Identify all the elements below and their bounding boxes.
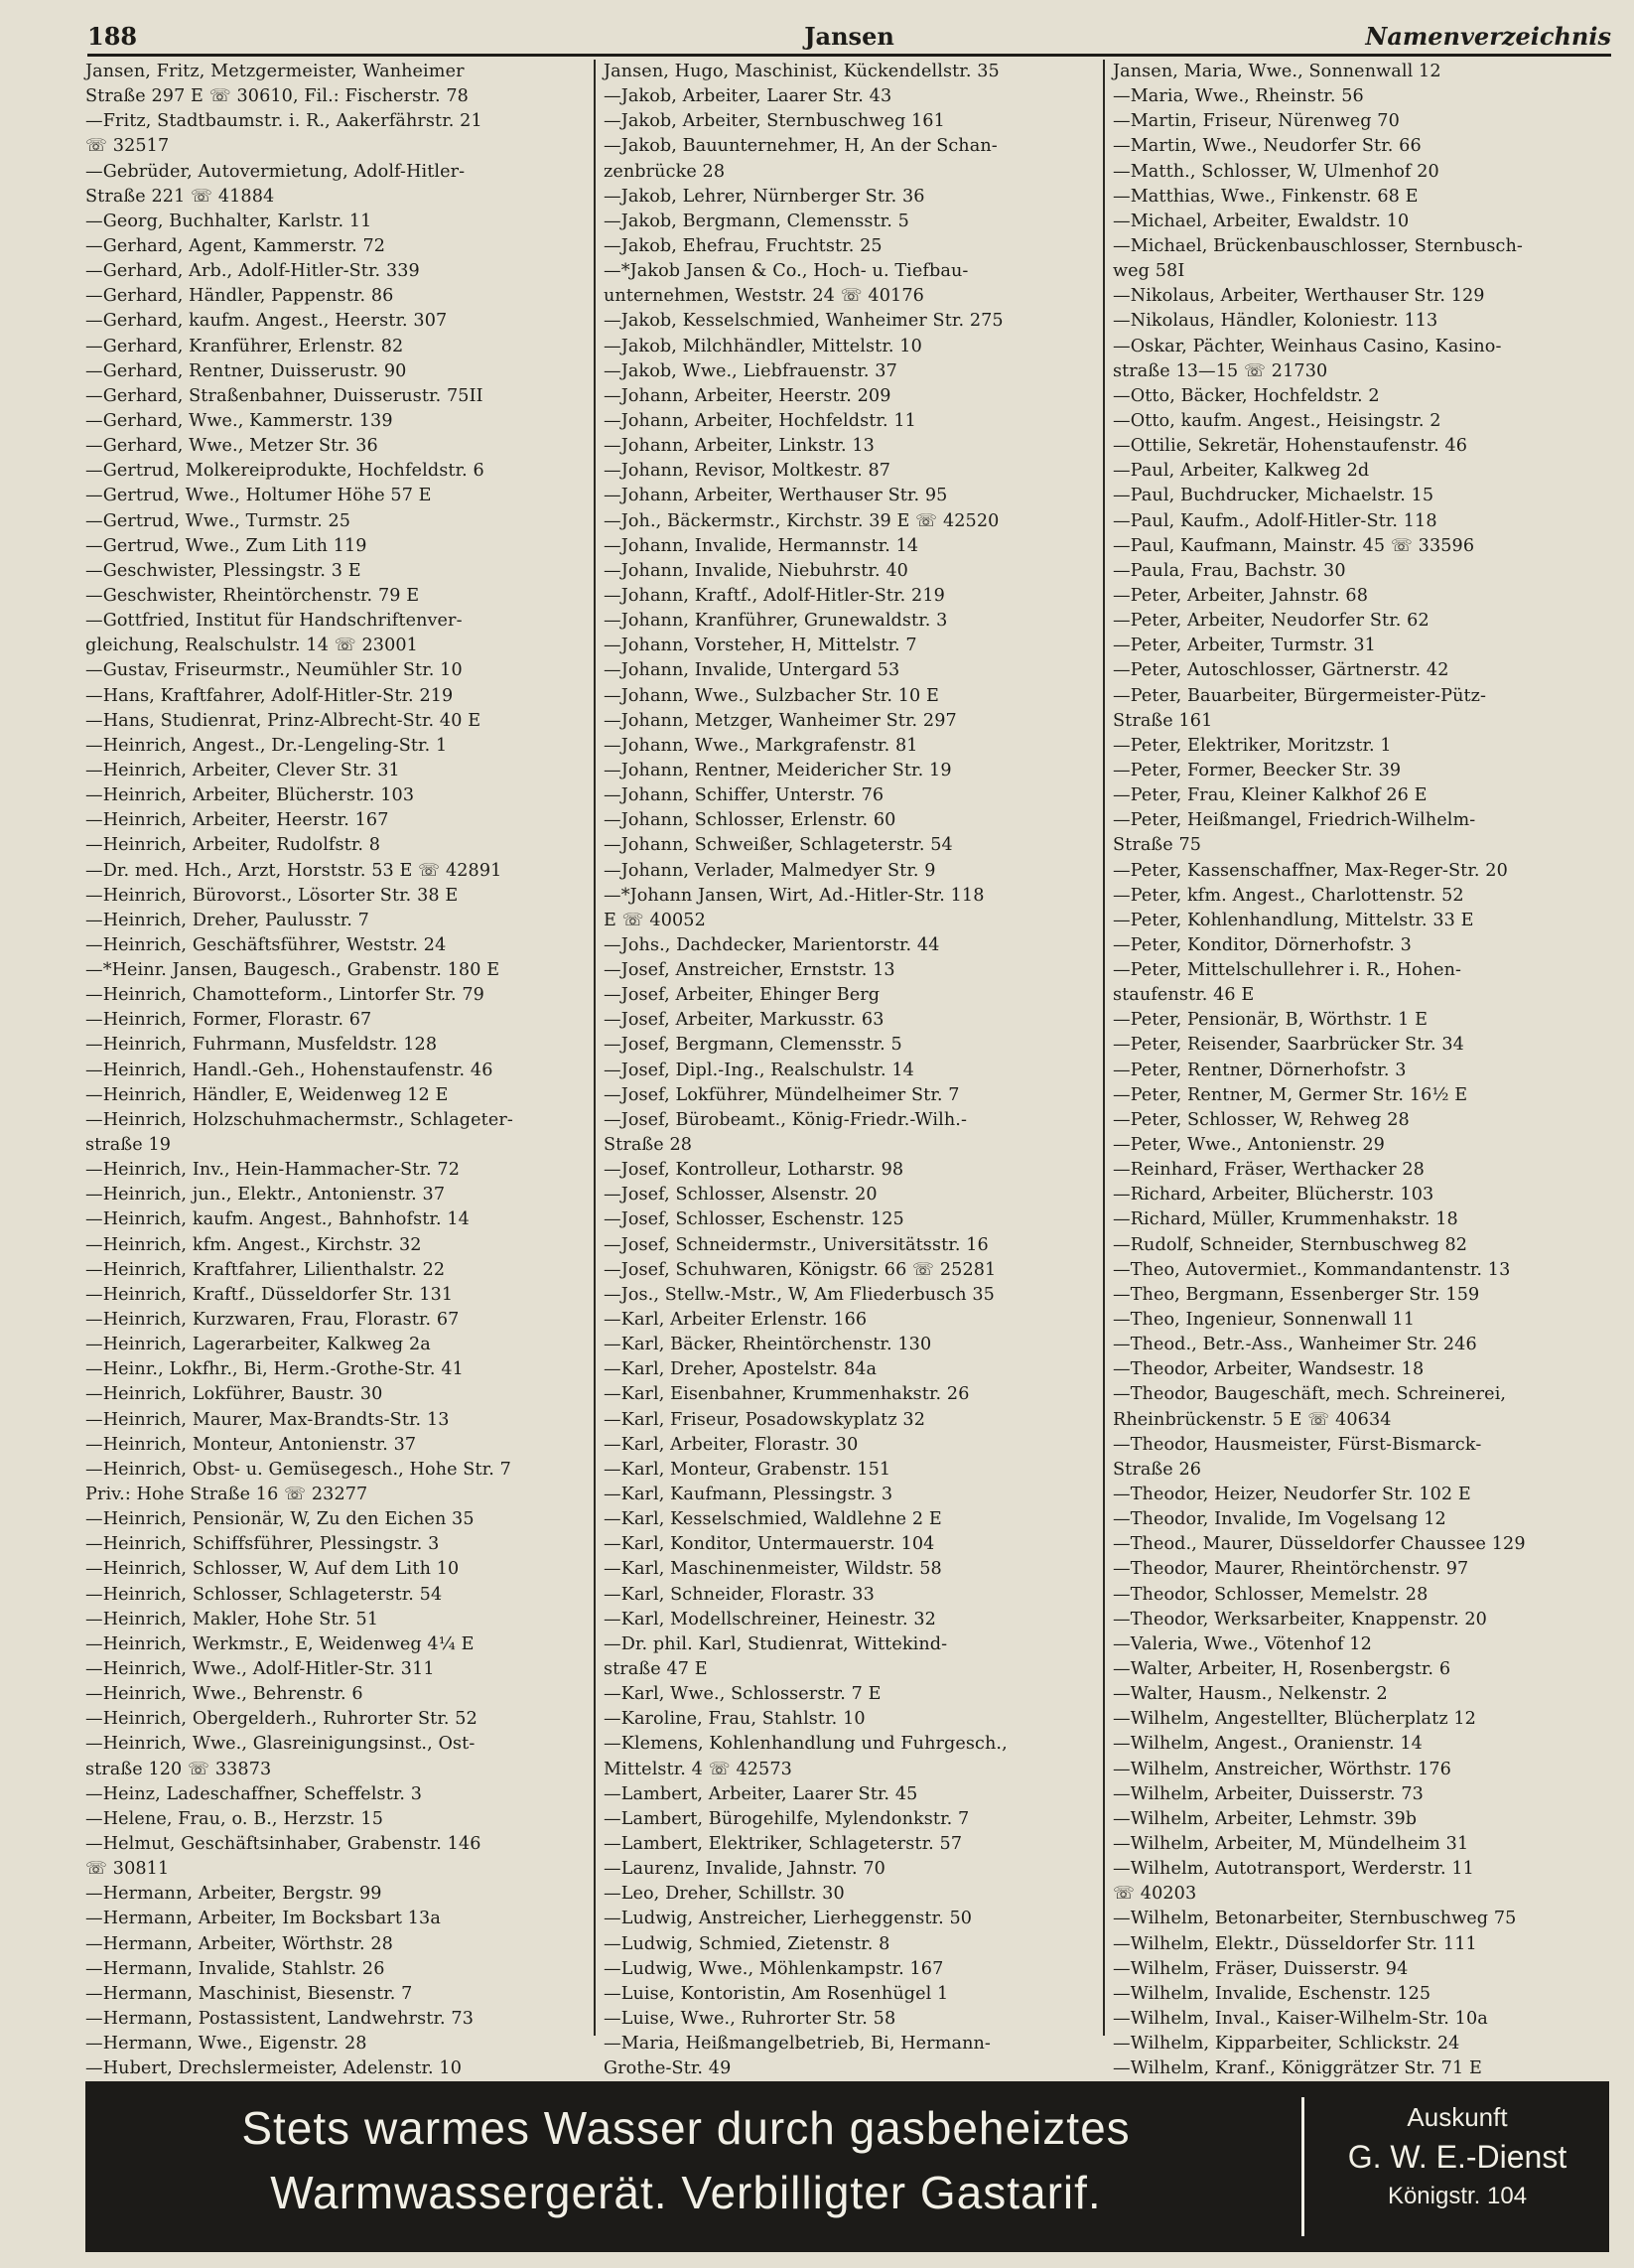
directory-entry-line: —Heinrich, Obergelderh., Ruhrorter Str. 52: [85, 1709, 477, 1730]
directory-entry-line: —Paul, Arbeiter, Kalkweg 2d: [1113, 461, 1370, 482]
directory-entry-line: —Theodor, Werksarbeiter, Knappenstr. 20: [1113, 1609, 1487, 1630]
directory-entry-line: —Richard, Müller, Krummenhakstr. 18: [1113, 1209, 1458, 1230]
ad-slogan-line-2: Warmwassergerät. Verbilligter Gastarif.: [270, 2167, 1102, 2218]
directory-entry-line: —Heinrich, Inv., Hein-Hammacher-Str. 72: [85, 1160, 460, 1181]
directory-entry-line: —Lambert, Elektriker, Schlageterstr. 57: [604, 1833, 963, 1854]
directory-entry-line: gleichung, Realschulstr. 14 ☏ 23001: [85, 636, 418, 656]
directory-entry-line: —Leo, Dreher, Schillstr. 30: [604, 1884, 845, 1905]
ad-info-box: [1308, 2099, 1606, 2214]
directory-entry-line: —Gerhard, Händler, Pappenstr. 86: [85, 286, 394, 307]
directory-entry-line: —Heinrich, Schlosser, W, Auf dem Lith 10: [85, 1559, 460, 1580]
directory-entry-line: —Jakob, Lehrer, Nürnberger Str. 36: [604, 186, 925, 207]
directory-entry-line: straße 19: [85, 1135, 172, 1156]
directory-entry-line: —Peter, Autoschlosser, Gärtnerstr. 42: [1113, 660, 1449, 681]
directory-entry-line: zenbrücke 28: [604, 161, 726, 182]
directory-entry-line: —Jakob, Bauunternehmer, H, An der Schan-: [604, 136, 998, 157]
directory-entry-line: —Karl, Bäcker, Rheintörchenstr. 130: [604, 1335, 932, 1355]
directory-entry-line: —Helmut, Geschäftsinhaber, Grabenstr. 146: [85, 1833, 481, 1854]
directory-entry-line: —Karl, Arbeiter Erlenstr. 166: [604, 1310, 868, 1331]
directory-entry-line: —Matth., Schlosser, W, Ulmenhof 20: [1113, 161, 1439, 182]
directory-entry-line: —Oskar, Pächter, Weinhaus Casino, Kasino-: [1113, 336, 1502, 356]
directory-entry-line: —Peter, Heißmangel, Friedrich-Wilhelm-: [1113, 810, 1476, 831]
directory-entry-line: —Paula, Frau, Bachstr. 30: [1113, 560, 1346, 581]
directory-entry-line: —Wilhelm, Kranf., Königgrätzer Str. 71 E: [1113, 2058, 1482, 2079]
directory-entry-line: —Johann, Arbeiter, Werthauser Str. 95: [604, 486, 948, 506]
directory-entry-line: —Hans, Studienrat, Prinz-Albrecht-Str. 40 E: [85, 710, 481, 731]
directory-entry-line: —Josef, Lokführer, Mündelheimer Str. 7: [604, 1084, 960, 1105]
directory-entry-line: Mittelstr. 4 ☏ 42573: [604, 1759, 792, 1779]
directory-entry-line: —Paul, Kaufmann, Mainstr. 45 ☏ 33596: [1113, 535, 1475, 556]
directory-entry-line: —Wilhelm, Autotransport, Werderstr. 11: [1113, 1859, 1474, 1880]
directory-entry-line: —Lambert, Bürogehilfe, Mylendonkstr. 7: [604, 1808, 970, 1829]
directory-entry-line: —Johann, Schlosser, Erlenstr. 60: [604, 810, 896, 831]
directory-entry-line: —Heinrich, Chamotteform., Lintorfer Str. 79: [85, 985, 484, 1006]
directory-entry-line: Straße 26: [1113, 1459, 1202, 1480]
directory-entry-line: —Hans, Kraftfahrer, Adolf-Hitler-Str. 219: [85, 685, 454, 706]
directory-entry-line: —Valeria, Wwe., Vötenhof 12: [1113, 1633, 1372, 1654]
directory-entry-line: —Hubert, Drechslermeister, Adelenstr. 10: [85, 2058, 462, 2079]
directory-entry-line: —Karl, Eisenbahner, Krummenhakstr. 26: [604, 1384, 970, 1405]
directory-entry-line: —Gerhard, Kranführer, Erlenstr. 82: [85, 336, 404, 356]
directory-entry-line: —Heinrich, Wwe., Adolf-Hitler-Str. 311: [85, 1659, 435, 1679]
directory-entry-line: —Heinrich, Kraftfahrer, Lilienthalstr. 22: [85, 1259, 446, 1280]
directory-entry-line: —Heinrich, Kraftf., Düsseldorfer Str. 131: [85, 1284, 454, 1305]
directory-entry-line: —Geschwister, Rheintörchenstr. 79 E: [85, 585, 420, 606]
directory-entry-line: —Hermann, Maschinist, Biesenstr. 7: [85, 1983, 413, 2004]
directory-entry-line: —Theodor, Baugeschäft, mech. Schreinerei,: [1113, 1384, 1507, 1405]
directory-entry-line: —Jakob, Arbeiter, Laarer Str. 43: [604, 86, 892, 107]
directory-entry-line: Jansen, Fritz, Metzgermeister, Wanheimer: [85, 62, 465, 81]
directory-entry-line: —Wilhelm, Fräser, Duisserstr. 94: [1113, 1958, 1409, 1979]
directory-entry-line: —Josef, Kontrolleur, Lotharstr. 98: [604, 1160, 904, 1181]
directory-entry-line: —Rudolf, Schneider, Sternbuschweg 82: [1113, 1234, 1468, 1255]
ad-divider: [1301, 2097, 1304, 2236]
directory-entry-line: —Heinrich, Schiffsführer, Plessingstr. 3: [85, 1534, 440, 1555]
directory-entry-line: —Heinr., Lokfhr., Bi, Herm.-Grothe-Str. 41: [85, 1359, 464, 1380]
directory-entry-line: Straße 161: [1113, 710, 1213, 731]
directory-entry-line: —Dr. med. Hch., Arzt, Horststr. 53 E ☏ 42891: [85, 860, 502, 881]
directory-entry-line: —Theodor, Schlosser, Memelstr. 28: [1113, 1584, 1429, 1605]
directory-entry-line: —Johann, Arbeiter, Hochfeldstr. 11: [604, 410, 916, 431]
directory-entry-line: —Wilhelm, Angest., Oranienstr. 14: [1113, 1734, 1423, 1755]
directory-entry-line: —Reinhard, Fräser, Werthacker 28: [1113, 1160, 1425, 1181]
directory-entry-line: —Heinrich, kfm. Angest., Kirchstr. 32: [85, 1234, 422, 1255]
directory-entry-line: —Heinz, Ladeschaffner, Scheffelstr. 3: [85, 1783, 423, 1804]
directory-entry-line: straße 47 E: [604, 1659, 708, 1679]
directory-entry-line: —Dr. phil. Karl, Studienrat, Wittekind-: [604, 1633, 948, 1654]
directory-entry-line: staufenstr. 46 E: [1113, 985, 1255, 1006]
directory-entry-line: —Walter, Hausm., Nelkenstr. 2: [1113, 1684, 1388, 1705]
directory-entry-line: —Josef, Bürobeamt., König-Friedr.-Wilh.-: [604, 1109, 968, 1130]
directory-entry-line: —Wilhelm, Anstreicher, Wörthstr. 176: [1113, 1759, 1451, 1779]
directory-entry-line: —Johs., Dachdecker, Marientorstr. 44: [604, 934, 940, 955]
directory-entry-line: —Luise, Wwe., Ruhrorter Str. 58: [604, 2008, 896, 2029]
directory-entry-line: —Theodor, Hausmeister, Fürst-Bismarck-: [1113, 1434, 1482, 1455]
directory-entry-line: —Heinrich, Kurzwaren, Frau, Florastr. 67: [85, 1310, 460, 1331]
directory-entry-line: —Johann, Arbeiter, Linkstr. 13: [604, 436, 875, 457]
directory-entry-line: ☏ 40203: [1113, 1884, 1197, 1905]
directory-entry-line: —Helene, Frau, o. B., Herzstr. 15: [85, 1808, 383, 1829]
directory-entry-line: —Fritz, Stadtbaumstr. i. R., Aakerfährstr. 21: [85, 111, 482, 132]
directory-entry-line: —Gerhard, Rentner, Duisserustr. 90: [85, 360, 407, 381]
directory-entry-line: weg 58I: [1113, 261, 1185, 282]
directory-entry-line: —Jos., Stellw.-Mstr., W, Am Fliederbusch 35: [604, 1284, 995, 1305]
directory-entry-line: —Wilhelm, Kipparbeiter, Schlickstr. 24: [1113, 2034, 1460, 2055]
directory-entry-line: —Klemens, Kohlenhandlung und Fuhrgesch.,: [604, 1734, 1008, 1755]
directory-entry-line: —Heinrich, Geschäftsführer, Weststr. 24: [85, 934, 447, 955]
directory-entry-line: —Johann, Kranführer, Grunewaldstr. 3: [604, 611, 948, 632]
directory-entry-line: —Jakob, Arbeiter, Sternbuschweg 161: [604, 111, 945, 132]
directory-entry-line: —Josef, Arbeiter, Ehinger Berg: [604, 985, 881, 1006]
directory-entry-line: —Jakob, Milchhändler, Mittelstr. 10: [604, 336, 922, 356]
directory-entry-line: —Heinrich, Schlosser, Schlageterstr. 54: [85, 1584, 443, 1605]
ad-info-service: G. W. E.-Dienst: [1347, 2139, 1567, 2175]
directory-entry-line: —Karl, Arbeiter, Florastr. 30: [604, 1434, 859, 1455]
directory-entry-line: Jansen, Maria, Wwe., Sonnenwall 12: [1113, 62, 1441, 81]
directory-entry-line: —Gustav, Friseurmstr., Neumühler Str. 10: [85, 660, 463, 681]
directory-entry-line: —Heinrich, Lokführer, Baustr. 30: [85, 1384, 383, 1405]
directory-entry-line: —Wilhelm, Arbeiter, M, Mündelheim 31: [1113, 1833, 1469, 1854]
directory-entry-line: —Peter, Reisender, Saarbrücker Str. 34: [1113, 1035, 1464, 1056]
directory-entry-line: —Johann, Schiffer, Unterstr. 76: [604, 785, 885, 806]
directory-entry-line: —Heinrich, Pensionär, W, Zu den Eichen 35: [85, 1509, 475, 1530]
directory-entry-line: —Peter, Konditor, Dörnerhofstr. 3: [1113, 934, 1412, 955]
ad-info-address: Königstr. 104: [1387, 2183, 1528, 2209]
directory-entry-line: Priv.: Hohe Straße 16 ☏ 23277: [85, 1485, 368, 1505]
directory-entry-line: Jansen, Hugo, Maschinist, Kückendellstr. 35: [604, 62, 1000, 81]
ad-info-label: Auskunft: [1407, 2102, 1508, 2132]
directory-entry-line: —Gerhard, Agent, Kammerstr. 72: [85, 235, 386, 256]
directory-entry-line: —Heinrich, Handl.-Geh., Hohenstaufenstr. 46: [85, 1060, 493, 1080]
directory-entry-line: ☏ 32517: [85, 136, 170, 157]
directory-entry-line: —Hermann, Invalide, Stahlstr. 26: [85, 1958, 385, 1979]
directory-entry-line: —Johann, Invalide, Hermannstr. 14: [604, 535, 919, 556]
directory-entry-line: —Heinrich, kaufm. Angest., Bahnhofstr. 14: [85, 1209, 470, 1230]
directory-entry-line: straße 13—15 ☏ 21730: [1113, 360, 1328, 381]
directory-entry-line: —Gerhard, Wwe., Metzer Str. 36: [85, 436, 378, 457]
directory-entry-line: —Peter, Bauarbeiter, Bürgermeister-Pütz-: [1113, 685, 1487, 706]
directory-entry-line: —Jakob, Ehefrau, Fruchtstr. 25: [604, 235, 883, 256]
directory-entry-line: —*Heinr. Jansen, Baugesch., Grabenstr. 180 E: [85, 960, 500, 981]
directory-entry-line: —Heinrich, Holzschuhmachermstr., Schlageter-: [85, 1109, 513, 1130]
directory-entry-line: —Heinrich, Monteur, Antonienstr. 37: [85, 1434, 417, 1455]
directory-entry-line: —Theo, Ingenieur, Sonnenwall 11: [1113, 1310, 1416, 1331]
directory-entry-line: —Karl, Monteur, Grabenstr. 151: [604, 1459, 891, 1480]
directory-entry-line: —Theodor, Heizer, Neudorfer Str. 102 E: [1113, 1485, 1471, 1505]
header-rule: [87, 54, 1611, 57]
directory-entry-line: —Michael, Brückenbauschlosser, Sternbusch-: [1113, 235, 1523, 256]
directory-entry-line: —Heinrich, Bürovorst., Lösorter Str. 38 E: [85, 885, 459, 906]
directory-entry-line: —Wilhelm, Elektr., Düsseldorfer Str. 111: [1113, 1933, 1477, 1954]
directory-entry-line: Straße 297 E ☏ 30610, Fil.: Fischerstr. 78: [85, 86, 469, 107]
directory-entry-line: Straße 221 ☏ 41884: [85, 186, 275, 207]
directory-entry-line: —Josef, Bergmann, Clemensstr. 5: [604, 1035, 902, 1056]
directory-entry-line: —Heinrich, Lagerarbeiter, Kalkweg 2a: [85, 1335, 431, 1355]
page-number: 188: [87, 22, 138, 51]
directory-entry-line: —Josef, Schlosser, Alsenstr. 20: [604, 1185, 878, 1205]
directory-entry-line: —Heinrich, Händler, E, Weidenweg 12 E: [85, 1084, 449, 1105]
directory-entry-line: —Gerhard, Arb., Adolf-Hitler-Str. 339: [85, 261, 420, 282]
directory-entry-line: —Gerhard, Wwe., Kammerstr. 139: [85, 410, 393, 431]
directory-entry-line: —Theodor, Maurer, Rheintörchenstr. 97: [1113, 1559, 1469, 1580]
directory-entry-line: —Karl, Friseur, Posadowskyplatz 32: [604, 1409, 926, 1430]
directory-entry-line: —Karl, Dreher, Apostelstr. 84a: [604, 1359, 878, 1380]
directory-entry-line: —Paul, Buchdrucker, Michaelstr. 15: [1113, 486, 1434, 506]
directory-entry-line: —Johann, Wwe., Sulzbacher Str. 10 E: [604, 685, 939, 706]
directory-entry-line: —Heinrich, Arbeiter, Rudolfstr. 8: [85, 835, 381, 856]
directory-entry-line: —Martin, Wwe., Neudorfer Str. 66: [1113, 136, 1422, 157]
directory-entry-line: —Wilhelm, Arbeiter, Lehmstr. 39b: [1113, 1808, 1418, 1829]
directory-entry-line: —Theodor, Invalide, Im Vogelsang 12: [1113, 1509, 1446, 1530]
directory-entry-line: —Johann, Metzger, Wanheimer Str. 297: [604, 710, 957, 731]
directory-entry-line: —Joh., Bäckermstr., Kirchstr. 39 E ☏ 42520: [604, 510, 1000, 531]
directory-entry-line: —Peter, Pensionär, B, Wörthstr. 1 E: [1113, 1010, 1429, 1031]
directory-entry-line: —Johann, Kraftf., Adolf-Hitler-Str. 219: [604, 585, 945, 606]
directory-entry-line: —Gerhard, kaufm. Angest., Heerstr. 307: [85, 311, 448, 332]
directory-entry-line: —Laurenz, Invalide, Jahnstr. 70: [604, 1859, 885, 1880]
directory-entry-line: —Gerhard, Straßenbahner, Duisserustr. 75II: [85, 385, 483, 406]
directory-entry-line: —Geschwister, Plessingstr. 3 E: [85, 560, 361, 581]
directory-entry-line: —Ottilie, Sekretär, Hohenstaufenstr. 46: [1113, 436, 1468, 457]
directory-entry-line: —Georg, Buchhalter, Karlstr. 11: [85, 211, 372, 231]
directory-entry-line: —Karoline, Frau, Stahlstr. 10: [604, 1709, 866, 1730]
directory-entry-line: —Heinrich, Fuhrmann, Musfeldstr. 128: [85, 1035, 438, 1056]
directory-entry-line: —Karl, Kesselschmied, Waldlehne 2 E: [604, 1509, 942, 1530]
directory-entry-line: ☏ 30811: [85, 1859, 170, 1880]
directory-entry-line: —Johann, Wwe., Markgrafenstr. 81: [604, 735, 918, 756]
directory-entry-line: —Karl, Kaufmann, Plessingstr. 3: [604, 1485, 893, 1505]
directory-entry-line: —Heinrich, Wwe., Glasreinigungsinst., Ost-: [85, 1734, 476, 1755]
directory-entry-line: —Peter, Kassenschaffner, Max-Reger-Str. 20: [1113, 860, 1508, 881]
directory-entry-line: —Hermann, Wwe., Eigenstr. 28: [85, 2034, 367, 2055]
directory-entry-line: —Ludwig, Anstreicher, Lierheggenstr. 50: [604, 1909, 973, 1929]
directory-entry-line: —Jakob, Wwe., Liebfrauenstr. 37: [604, 360, 897, 381]
directory-entry-line: —Peter, Mittelschullehrer i. R., Hohen-: [1113, 960, 1462, 981]
directory-entry-line: —Hermann, Arbeiter, Im Bocksbart 13a: [85, 1909, 441, 1929]
directory-entry-line: —Walter, Arbeiter, H, Rosenbergstr. 6: [1113, 1659, 1451, 1679]
directory-entry-line: —Johann, Revisor, Moltkestr. 87: [604, 461, 891, 482]
advertisement-banner: [85, 2081, 1609, 2252]
directory-entry-line: —Peter, Schlosser, W, Rehweg 28: [1113, 1109, 1410, 1130]
directory-entry-line: —Maria, Wwe., Rheinstr. 56: [1113, 86, 1364, 107]
directory-entry-line: —Peter, Rentner, M, Germer Str. 16½ E: [1113, 1084, 1468, 1105]
directory-entry-line: —Maria, Heißmangelbetrieb, Bi, Hermann-: [604, 2034, 991, 2055]
directory-entry-line: —Johann, Verlader, Malmedyer Str. 9: [604, 860, 936, 881]
directory-entry-line: —Gertrud, Wwe., Turmstr. 25: [85, 510, 351, 531]
directory-entry-line: —Heinrich, jun., Elektr., Antonienstr. 37: [85, 1185, 446, 1205]
directory-entry-line: —Johann, Rentner, Meidericher Str. 19: [604, 760, 952, 780]
directory-entry-line: —Ludwig, Schmied, Zietenstr. 8: [604, 1933, 890, 1954]
directory-entry-line: —Karl, Modellschreiner, Heinestr. 32: [604, 1609, 936, 1630]
directory-entry-line: Straße 28: [604, 1135, 693, 1156]
directory-entry-line: —Josef, Arbeiter, Markusstr. 63: [604, 1010, 885, 1031]
directory-entry-line: —Johann, Schweißer, Schlageterstr. 54: [604, 835, 953, 856]
directory-entry-line: —Peter, Arbeiter, Neudorfer Str. 62: [1113, 611, 1430, 632]
directory-entry-line: —Peter, Arbeiter, Jahnstr. 68: [1113, 585, 1369, 606]
directory-entry-line: —Josef, Schuhwaren, Königstr. 66 ☏ 25281: [604, 1259, 997, 1280]
directory-entry-line: —Gertrud, Wwe., Zum Lith 119: [85, 535, 367, 556]
directory-entry-line: —Gebrüder, Autovermietung, Adolf-Hitler-: [85, 161, 466, 182]
page-title: Jansen: [804, 22, 894, 51]
directory-entry-line: Rheinbrückenstr. 5 E ☏ 40634: [1113, 1409, 1392, 1430]
directory-entry-line: —Gottfried, Institut für Handschriftenver-: [85, 611, 463, 632]
directory-entry-line: straße 120 ☏ 33873: [85, 1759, 272, 1779]
directory-entry-line: —Heinrich, Maurer, Max-Brandts-Str. 13: [85, 1409, 450, 1430]
directory-entry-line: —Karl, Schneider, Florastr. 33: [604, 1584, 875, 1605]
directory-entry-line: —Theo, Bergmann, Essenberger Str. 159: [1113, 1284, 1480, 1305]
directory-entry-line: —*Johann Jansen, Wirt, Ad.-Hitler-Str. 118: [604, 885, 985, 906]
directory-entry-line: —Michael, Arbeiter, Ewaldstr. 10: [1113, 211, 1410, 231]
directory-entry-line: —Wilhelm, Betonarbeiter, Sternbuschweg 75: [1113, 1909, 1517, 1929]
directory-entry-line: —Jakob, Bergmann, Clemensstr. 5: [604, 211, 909, 231]
directory-entry-line: —Karl, Wwe., Schlosserstr. 7 E: [604, 1684, 882, 1705]
directory-entry-line: —Jakob, Kesselschmied, Wanheimer Str. 275: [604, 311, 1004, 332]
directory-entry-line: E ☏ 40052: [604, 910, 706, 930]
directory-entry-line: —Ludwig, Wwe., Möhlenkampstr. 167: [604, 1958, 944, 1979]
directory-entry-line: —Paul, Kaufm., Adolf-Hitler-Str. 118: [1113, 510, 1437, 531]
directory-entry-line: —Josef, Anstreicher, Ernststr. 13: [604, 960, 895, 981]
directory-entry-line: —Johann, Vorsteher, H, Mittelstr. 7: [604, 636, 917, 656]
directory-entry-line: —Theod., Maurer, Düsseldorfer Chaussee 129: [1113, 1534, 1526, 1555]
directory-entry-line: —Josef, Schneidermstr., Universitätsstr. 16: [604, 1234, 989, 1255]
directory-entry-line: —Theod., Betr.-Ass., Wanheimer Str. 246: [1113, 1335, 1477, 1355]
directory-entry-line: —Luise, Kontoristin, Am Rosenhügel 1: [604, 1983, 949, 2004]
directory-entry-line: —Heinrich, Arbeiter, Heerstr. 167: [85, 810, 389, 831]
directory-column-3: [1113, 60, 1614, 2079]
directory-entry-line: —Johann, Invalide, Niebuhrstr. 40: [604, 560, 908, 581]
directory-entry-line: —Peter, Elektriker, Moritzstr. 1: [1113, 735, 1392, 756]
directory-entry-line: Straße 75: [1113, 835, 1202, 856]
directory-entry-line: —Peter, Frau, Kleiner Kalkhof 26 E: [1113, 785, 1428, 806]
directory-entry-line: —Lambert, Arbeiter, Laarer Str. 45: [604, 1783, 918, 1804]
directory-entry-line: —Heinrich, Obst- u. Gemüsegesch., Hohe Str. 7: [85, 1459, 511, 1480]
directory-entry-line: —Karl, Maschinenmeister, Wildstr. 58: [604, 1559, 942, 1580]
directory-entry-line: —Gertrud, Wwe., Holtumer Höhe 57 E: [85, 486, 432, 506]
directory-entry-line: —Matthias, Wwe., Finkenstr. 68 E: [1113, 186, 1419, 207]
directory-entry-line: —Peter, Wwe., Antonienstr. 29: [1113, 1135, 1385, 1156]
directory-entry-line: —Heinrich, Arbeiter, Blücherstr. 103: [85, 785, 415, 806]
section-title: Namenverzeichnis: [1365, 22, 1611, 51]
directory-entry-line: —Karl, Konditor, Untermauerstr. 104: [604, 1534, 935, 1555]
directory-entry-line: —Heinrich, Angest., Dr.-Lengeling-Str. 1: [85, 735, 448, 756]
directory-entry-line: unternehmen, Weststr. 24 ☏ 40176: [604, 286, 924, 307]
ad-slogan-line-1: Stets warmes Wasser durch gasbeheiztes: [241, 2102, 1131, 2154]
directory-entry-line: —Wilhelm, Arbeiter, Duisserstr. 73: [1113, 1783, 1424, 1804]
directory-entry-line: —Peter, Rentner, Dörnerhofstr. 3: [1113, 1060, 1407, 1080]
directory-entry-line: —Heinrich, Dreher, Paulusstr. 7: [85, 910, 369, 930]
directory-entry-line: —Peter, kfm. Angest., Charlottenstr. 52: [1113, 885, 1464, 906]
directory-entry-line: —Martin, Friseur, Nürenweg 70: [1113, 111, 1400, 132]
directory-entry-line: —Heinrich, Former, Florastr. 67: [85, 1010, 372, 1031]
directory-column-1: [85, 60, 592, 2079]
directory-columns: [85, 60, 1614, 2079]
directory-entry-line: —Richard, Arbeiter, Blücherstr. 103: [1113, 1185, 1434, 1205]
page-header: [87, 22, 1611, 58]
directory-entry-line: —Heinrich, Arbeiter, Clever Str. 31: [85, 760, 400, 780]
directory-entry-line: —Josef, Dipl.-Ing., Realschulstr. 14: [604, 1060, 914, 1080]
directory-entry-line: —*Jakob Jansen & Co., Hoch- u. Tiefbau-: [604, 261, 969, 282]
directory-entry-line: —Heinrich, Wwe., Behrenstr. 6: [85, 1684, 363, 1705]
directory-entry-line: —Johann, Arbeiter, Heerstr. 209: [604, 385, 891, 406]
directory-entry-line: —Wilhelm, Inval., Kaiser-Wilhelm-Str. 10a: [1113, 2008, 1488, 2029]
directory-entry-line: —Otto, Bäcker, Hochfeldstr. 2: [1113, 385, 1380, 406]
directory-entry-line: —Gertrud, Molkereiprodukte, Hochfeldstr. 6: [85, 461, 484, 482]
directory-entry-line: —Heinrich, Werkmstr., E, Weidenweg 4¼ E: [85, 1633, 475, 1654]
directory-entry-line: —Peter, Kohlenhandlung, Mittelstr. 33 E: [1113, 910, 1474, 930]
directory-entry-line: —Heinrich, Makler, Hohe Str. 51: [85, 1609, 379, 1630]
directory-entry-line: —Otto, kaufm. Angest., Heisingstr. 2: [1113, 410, 1441, 431]
directory-entry-line: —Johann, Invalide, Untergard 53: [604, 660, 900, 681]
directory-entry-line: —Nikolaus, Arbeiter, Werthauser Str. 129: [1113, 286, 1485, 307]
directory-column-2: [604, 60, 1100, 2079]
directory-entry-line: Grothe-Str. 49: [604, 2058, 732, 2079]
directory-entry-line: —Nikolaus, Händler, Koloniestr. 113: [1113, 311, 1438, 332]
directory-entry-line: —Theo, Autovermiet., Kommandantenstr. 13: [1113, 1259, 1511, 1280]
directory-entry-line: —Peter, Former, Beecker Str. 39: [1113, 760, 1402, 780]
directory-entry-line: —Hermann, Arbeiter, Wörthstr. 28: [85, 1933, 393, 1954]
directory-entry-line: —Josef, Schlosser, Eschenstr. 125: [604, 1209, 904, 1230]
directory-entry-line: —Wilhelm, Invalide, Eschenstr. 125: [1113, 1983, 1431, 2004]
directory-entry-line: —Peter, Arbeiter, Turmstr. 31: [1113, 636, 1376, 656]
directory-entry-line: —Wilhelm, Angestellter, Blücherplatz 12: [1113, 1709, 1476, 1730]
directory-entry-line: —Theodor, Arbeiter, Wandsestr. 18: [1113, 1359, 1425, 1380]
directory-entry-line: —Hermann, Arbeiter, Bergstr. 99: [85, 1884, 382, 1905]
directory-entry-line: —Hermann, Postassistent, Landwehrstr. 73: [85, 2008, 474, 2029]
